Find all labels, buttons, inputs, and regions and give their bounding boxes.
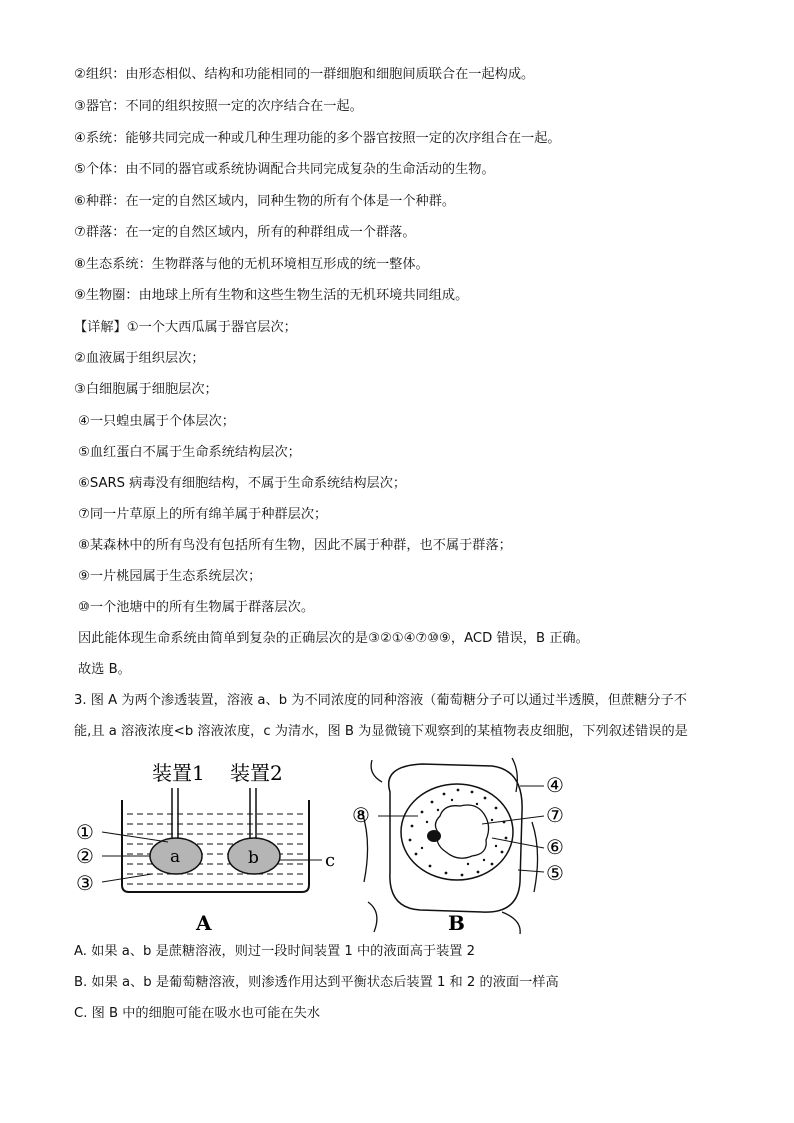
figure-a-osmosis-devices	[76, 761, 335, 935]
definition-ecosystem: ⑧生态系统：生物群落与他的无机环境相互形成的统一整体。	[74, 257, 429, 272]
analysis-line: ④一只蝗虫属于个体层次；	[78, 414, 235, 429]
figure-a-caption: A	[196, 911, 212, 935]
definition-community: ⑦群落：在一定的自然区域内，所有的种群组成一个群落。	[74, 225, 416, 240]
label-num5: ⑤	[546, 861, 564, 885]
vacuole	[435, 805, 488, 858]
water-c-label: c	[325, 850, 336, 871]
figure-svg	[72, 752, 572, 937]
question-stem-line1: 3. 图 A 为两个渗透装置，溶液 a、b 为不同浓度的同种溶液（葡萄糖分子可以通过半透膜，但蔗糖分子不	[74, 693, 687, 708]
solution-a-label: a	[170, 847, 181, 867]
analysis-line: ⑩一个池塘中的所有生物属于群落层次。	[78, 600, 315, 615]
analysis-line: ②血液属于组织层次；	[74, 351, 205, 366]
definition-organ: ③器官：不同的组织按照一定的次序结合在一起。	[74, 99, 363, 114]
definition-biosphere: ⑨生物圈：由地球上所有生物和这些生物生活的无机环境共同组成。	[74, 288, 469, 303]
option-c: C. 图 B 中的细胞可能在吸水也可能在失水	[74, 1006, 321, 1021]
solution-b-label: b	[248, 848, 259, 868]
analysis-line: ⑤血红蛋白不属于生命系统结构层次；	[78, 445, 301, 460]
option-b: B. 如果 a、b 是葡萄糖溶液，则渗透作用达到平衡状态后装置 1 和 2 的液面一样高	[74, 975, 559, 990]
label-num2: ②	[76, 844, 94, 868]
label-num4: ④	[546, 773, 564, 797]
nucleus	[427, 830, 441, 842]
label-num7: ⑦	[546, 803, 564, 827]
device1-label: 装置1	[152, 761, 205, 785]
question-stem-line2: 能,且 a 溶液浓度<b 溶液浓度，c 为清水，图 B 为显微镜下观察到的某植物表皮细胞，下列叙述错误的是	[74, 724, 688, 739]
analysis-line: ⑦同一片草原上的所有绵羊属于种群层次；	[78, 507, 328, 522]
osmosis-figure	[72, 752, 572, 937]
definition-population: ⑥种群：在一定的自然区域内，同种生物的所有个体是一个种群。	[74, 194, 456, 209]
definition-system: ④系统：能够共同完成一种或几种生理功能的多个器官按照一定的次序组合在一起。	[74, 131, 561, 146]
label-num6: ⑥	[546, 835, 564, 859]
label-num8: ⑧	[352, 803, 370, 827]
analysis-line: ③白细胞属于细胞层次；	[74, 382, 218, 397]
label-num3: ③	[76, 871, 94, 895]
analysis-line: ⑨一片桃园属于生态系统层次；	[78, 569, 262, 584]
analysis-answer: 故选 B。	[78, 662, 131, 677]
label-num1: ①	[76, 820, 94, 844]
device2-label: 装置2	[230, 761, 283, 785]
analysis-line: ⑥SARS 病毒没有细胞结构，不属于生命系统结构层次；	[78, 476, 407, 491]
definition-individual: ⑤个体：由不同的器官或系统协调配合共同完成复杂的生命活动的生物。	[74, 162, 495, 177]
figure-b-caption: B	[448, 911, 465, 935]
analysis-conclusion: 因此能体现生命系统由简单到复杂的正确层次的是③②①④⑦⑩⑨，ACD 错误，B 正确。	[78, 631, 589, 646]
option-a: A. 如果 a、b 是蔗糖溶液，则过一段时间装置 1 中的液面高于装置 2	[74, 944, 476, 959]
definition-tissue: ②组织：由形态相似、结构和功能相同的一群细胞和细胞间质联合在一起构成。	[74, 67, 535, 82]
analysis-line: 【详解】①一个大西瓜属于器官层次；	[74, 320, 297, 335]
figure-b-plant-cell	[352, 758, 564, 935]
analysis-line: ⑧某森林中的所有鸟没有包括所有生物，因此不属于种群，也不属于群落；	[78, 538, 512, 553]
